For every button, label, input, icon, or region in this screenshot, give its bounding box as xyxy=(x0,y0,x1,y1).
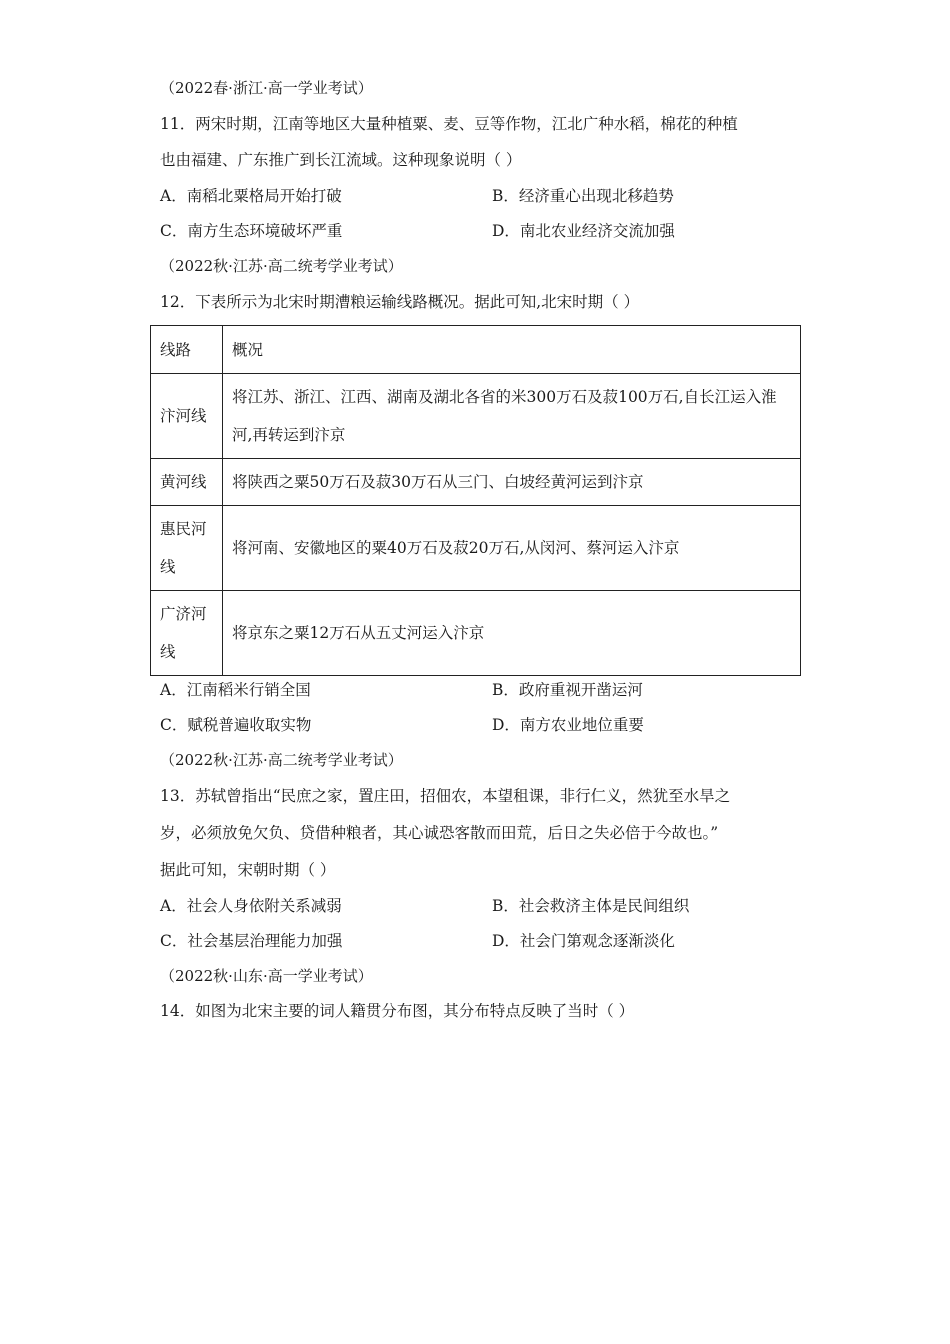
q12-option-c[interactable]: C．赋税普遍收取实物 xyxy=(160,716,312,734)
table-row xyxy=(151,591,801,676)
route-name: 汴河线 xyxy=(151,374,223,459)
route-desc: 将江苏、浙江、江西、湖南及湖北各省的米300万石及菽100万石,自长江运入淮河,再转运到汴京 xyxy=(223,374,801,459)
q13-option-b[interactable]: B．社会救济主体是民间组织 xyxy=(492,897,690,915)
q11-stem-line1: 11．两宋时期，江南等地区大量种植粟、麦、豆等作物，江北广种水稻，棉花的种植 xyxy=(160,115,738,133)
q13-stem-line1: 13．苏轼曾指出“民庶之家，置庄田，招佃农，本望租课，非行仁义，然犹至水旱之 xyxy=(160,787,731,805)
route-desc: 将陕西之粟50万石及菽30万石从三门、白坡经黄河运到汴京 xyxy=(223,459,801,506)
q13-option-d[interactable]: D．社会门第观念逐渐淡化 xyxy=(492,932,675,950)
table-row xyxy=(151,459,801,506)
route-table xyxy=(150,325,801,676)
table-row xyxy=(151,506,801,591)
q11-source: （2022春·浙江·高一学业考试） xyxy=(160,79,373,97)
route-name: 广济河线 xyxy=(151,591,223,676)
route-desc: 将京东之粟12万石从五丈河运入汴京 xyxy=(223,591,801,676)
route-name: 惠民河线 xyxy=(151,506,223,591)
q11-option-a[interactable]: A．南稻北粟格局开始打破 xyxy=(160,187,342,205)
route-desc: 将河南、安徽地区的粟40万石及菽20万石,从闵河、蔡河运入汴京 xyxy=(223,506,801,591)
q13-option-c[interactable]: C．社会基层治理能力加强 xyxy=(160,932,343,950)
table-row xyxy=(151,374,801,459)
q12-source: （2022秋·江苏·高二统考学业考试） xyxy=(160,257,403,275)
q13-option-a[interactable]: A．社会人身依附关系减弱 xyxy=(160,897,342,915)
header-desc: 概况 xyxy=(223,326,801,374)
q11-option-d[interactable]: D．南北农业经济交流加强 xyxy=(492,222,675,240)
q14-stem: 14．如图为北宋主要的词人籍贯分布图，其分布特点反映了当时（ ） xyxy=(160,1002,635,1020)
q12-stem: 12．下表所示为北宋时期漕粮运输线路概况。据此可知,北宋时期（ ） xyxy=(160,293,640,311)
q12-option-b[interactable]: B．政府重视开凿运河 xyxy=(492,681,643,699)
q12-option-d[interactable]: D．南方农业地位重要 xyxy=(492,716,644,734)
route-name: 黄河线 xyxy=(151,459,223,506)
q11-option-b[interactable]: B．经济重心出现北移趋势 xyxy=(492,187,674,205)
q11-option-c[interactable]: C．南方生态环境破坏严重 xyxy=(160,222,343,240)
q13-stem-line3: 据此可知，宋朝时期（ ） xyxy=(160,861,336,879)
header-route: 线路 xyxy=(151,326,223,374)
q13-stem-line2: 岁，必须放免欠负、贷借种粮者，其心诚恐客散而田荒，后日之失必倍于今故也。” xyxy=(160,824,719,842)
table-header-row xyxy=(151,326,801,374)
q13-source: （2022秋·江苏·高二统考学业考试） xyxy=(160,751,403,769)
q11-stem-line2: 也由福建、广东推广到长江流域。这种现象说明（ ） xyxy=(160,151,522,169)
q14-source: （2022秋·山东·高一学业考试） xyxy=(160,967,373,985)
q12-option-a[interactable]: A．江南稻米行销全国 xyxy=(160,681,311,699)
